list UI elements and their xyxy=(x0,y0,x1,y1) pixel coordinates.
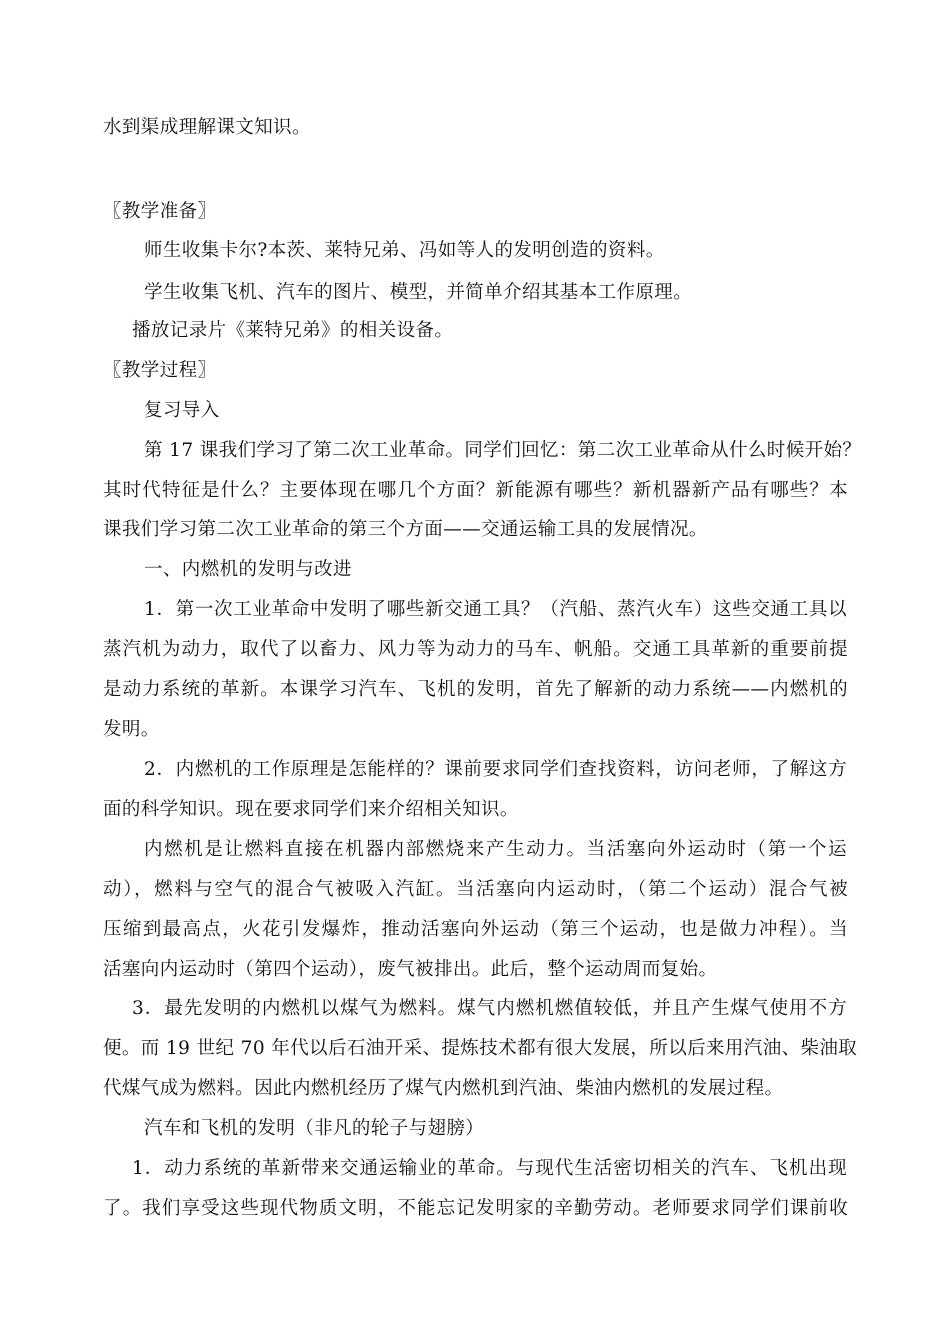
text-line-5: 播放记录片《莱特兄弟》的相关设备。 xyxy=(132,320,454,341)
text-line-21: 活塞向内运动时（第四个运动），废气被排出。此后，整个运动周而复始。 xyxy=(103,959,718,980)
text-line-9: 其时代特征是什么？主要体现在哪几个方面？新能源有哪些？新机器新产品有哪些？本 xyxy=(103,480,848,501)
text-line-13: 蒸汽机为动力，取代了以畜力、风力等为动力的马车、帆船。交通工具革新的重要前提 xyxy=(103,639,848,660)
subheading-engine: 一、内燃机的发明与改进 xyxy=(144,559,352,580)
text-line-16: 2．内燃机的工作原理是怎能样的？课前要求同学们查找资料，访问老师，了解这方 xyxy=(144,759,847,780)
subheading-cars-planes: 汽车和飞机的发明（非凡的轮子与翅膀） xyxy=(144,1118,485,1139)
text-line-14: 是动力系统的革新。本课学习汽车、飞机的发明，首先了解新的动力系统——内燃机的 xyxy=(103,679,848,700)
text-line-17: 面的科学知识。现在要求同学们来介绍相关知识。 xyxy=(103,799,519,820)
text-line-18: 内燃机是让燃料直接在机器内部燃烧来产生动力。当活塞向外运动时（第一个运 xyxy=(144,839,847,860)
text-line-23: 便。而 19 世纪 70 年代以后石油开采、提炼技术都有很大发展，所以后来用汽油、柴油取 xyxy=(103,1038,858,1059)
text-line-22: 3．最先发明的内燃机以煤气为燃料。煤气内燃机燃值较低，并且产生煤气使用不方 xyxy=(132,998,847,1019)
text-line-15: 发明。 xyxy=(103,719,160,740)
text-line-10: 课我们学习第二次工业革命的第三个方面——交通运输工具的发展情况。 xyxy=(103,519,708,540)
section-heading-preparation: 〖教学准备〗 xyxy=(103,201,217,222)
subheading-review: 复习导入 xyxy=(144,400,220,421)
text-line-8: 第 17 课我们学习了第二次工业革命。同学们回忆：第二次工业革命从什么时候开始？ xyxy=(144,440,862,461)
text-line-27: 了。我们享受这些现代物质文明，不能忘记发明家的辛勤劳动。老师要求同学们课前收 xyxy=(103,1198,848,1219)
text-line-19: 动），燃料与空气的混合气被吸入汽缸。当活塞向内运动时，（第二个运动）混合气被 xyxy=(103,879,848,900)
text-line-1: 水到渠成理解课文知识。 xyxy=(103,117,311,138)
text-line-4: 学生收集飞机、汽车的图片、模型，并简单介绍其基本工作原理。 xyxy=(144,282,693,303)
text-line-12: 1．第一次工业革命中发明了哪些新交通工具？（汽船、蒸汽火车）这些交通工具以 xyxy=(144,599,847,620)
text-line-3: 师生收集卡尔?本茨、莱特兄弟、冯如等人的发明创造的资料。 xyxy=(144,240,665,261)
section-heading-process: 〖教学过程〗 xyxy=(103,360,217,381)
text-line-26: 1．动力系统的革新带来交通运输业的革命。与现代生活密切相关的汽车、飞机出现 xyxy=(132,1158,847,1179)
text-line-24: 代煤气成为燃料。因此内燃机经历了煤气内燃机到汽油、柴油内燃机的发展过程。 xyxy=(103,1078,784,1099)
text-line-20: 压缩到最高点，火花引发爆炸，推动活塞向外运动（第三个运动，也是做力冲程）。当 xyxy=(103,919,848,940)
